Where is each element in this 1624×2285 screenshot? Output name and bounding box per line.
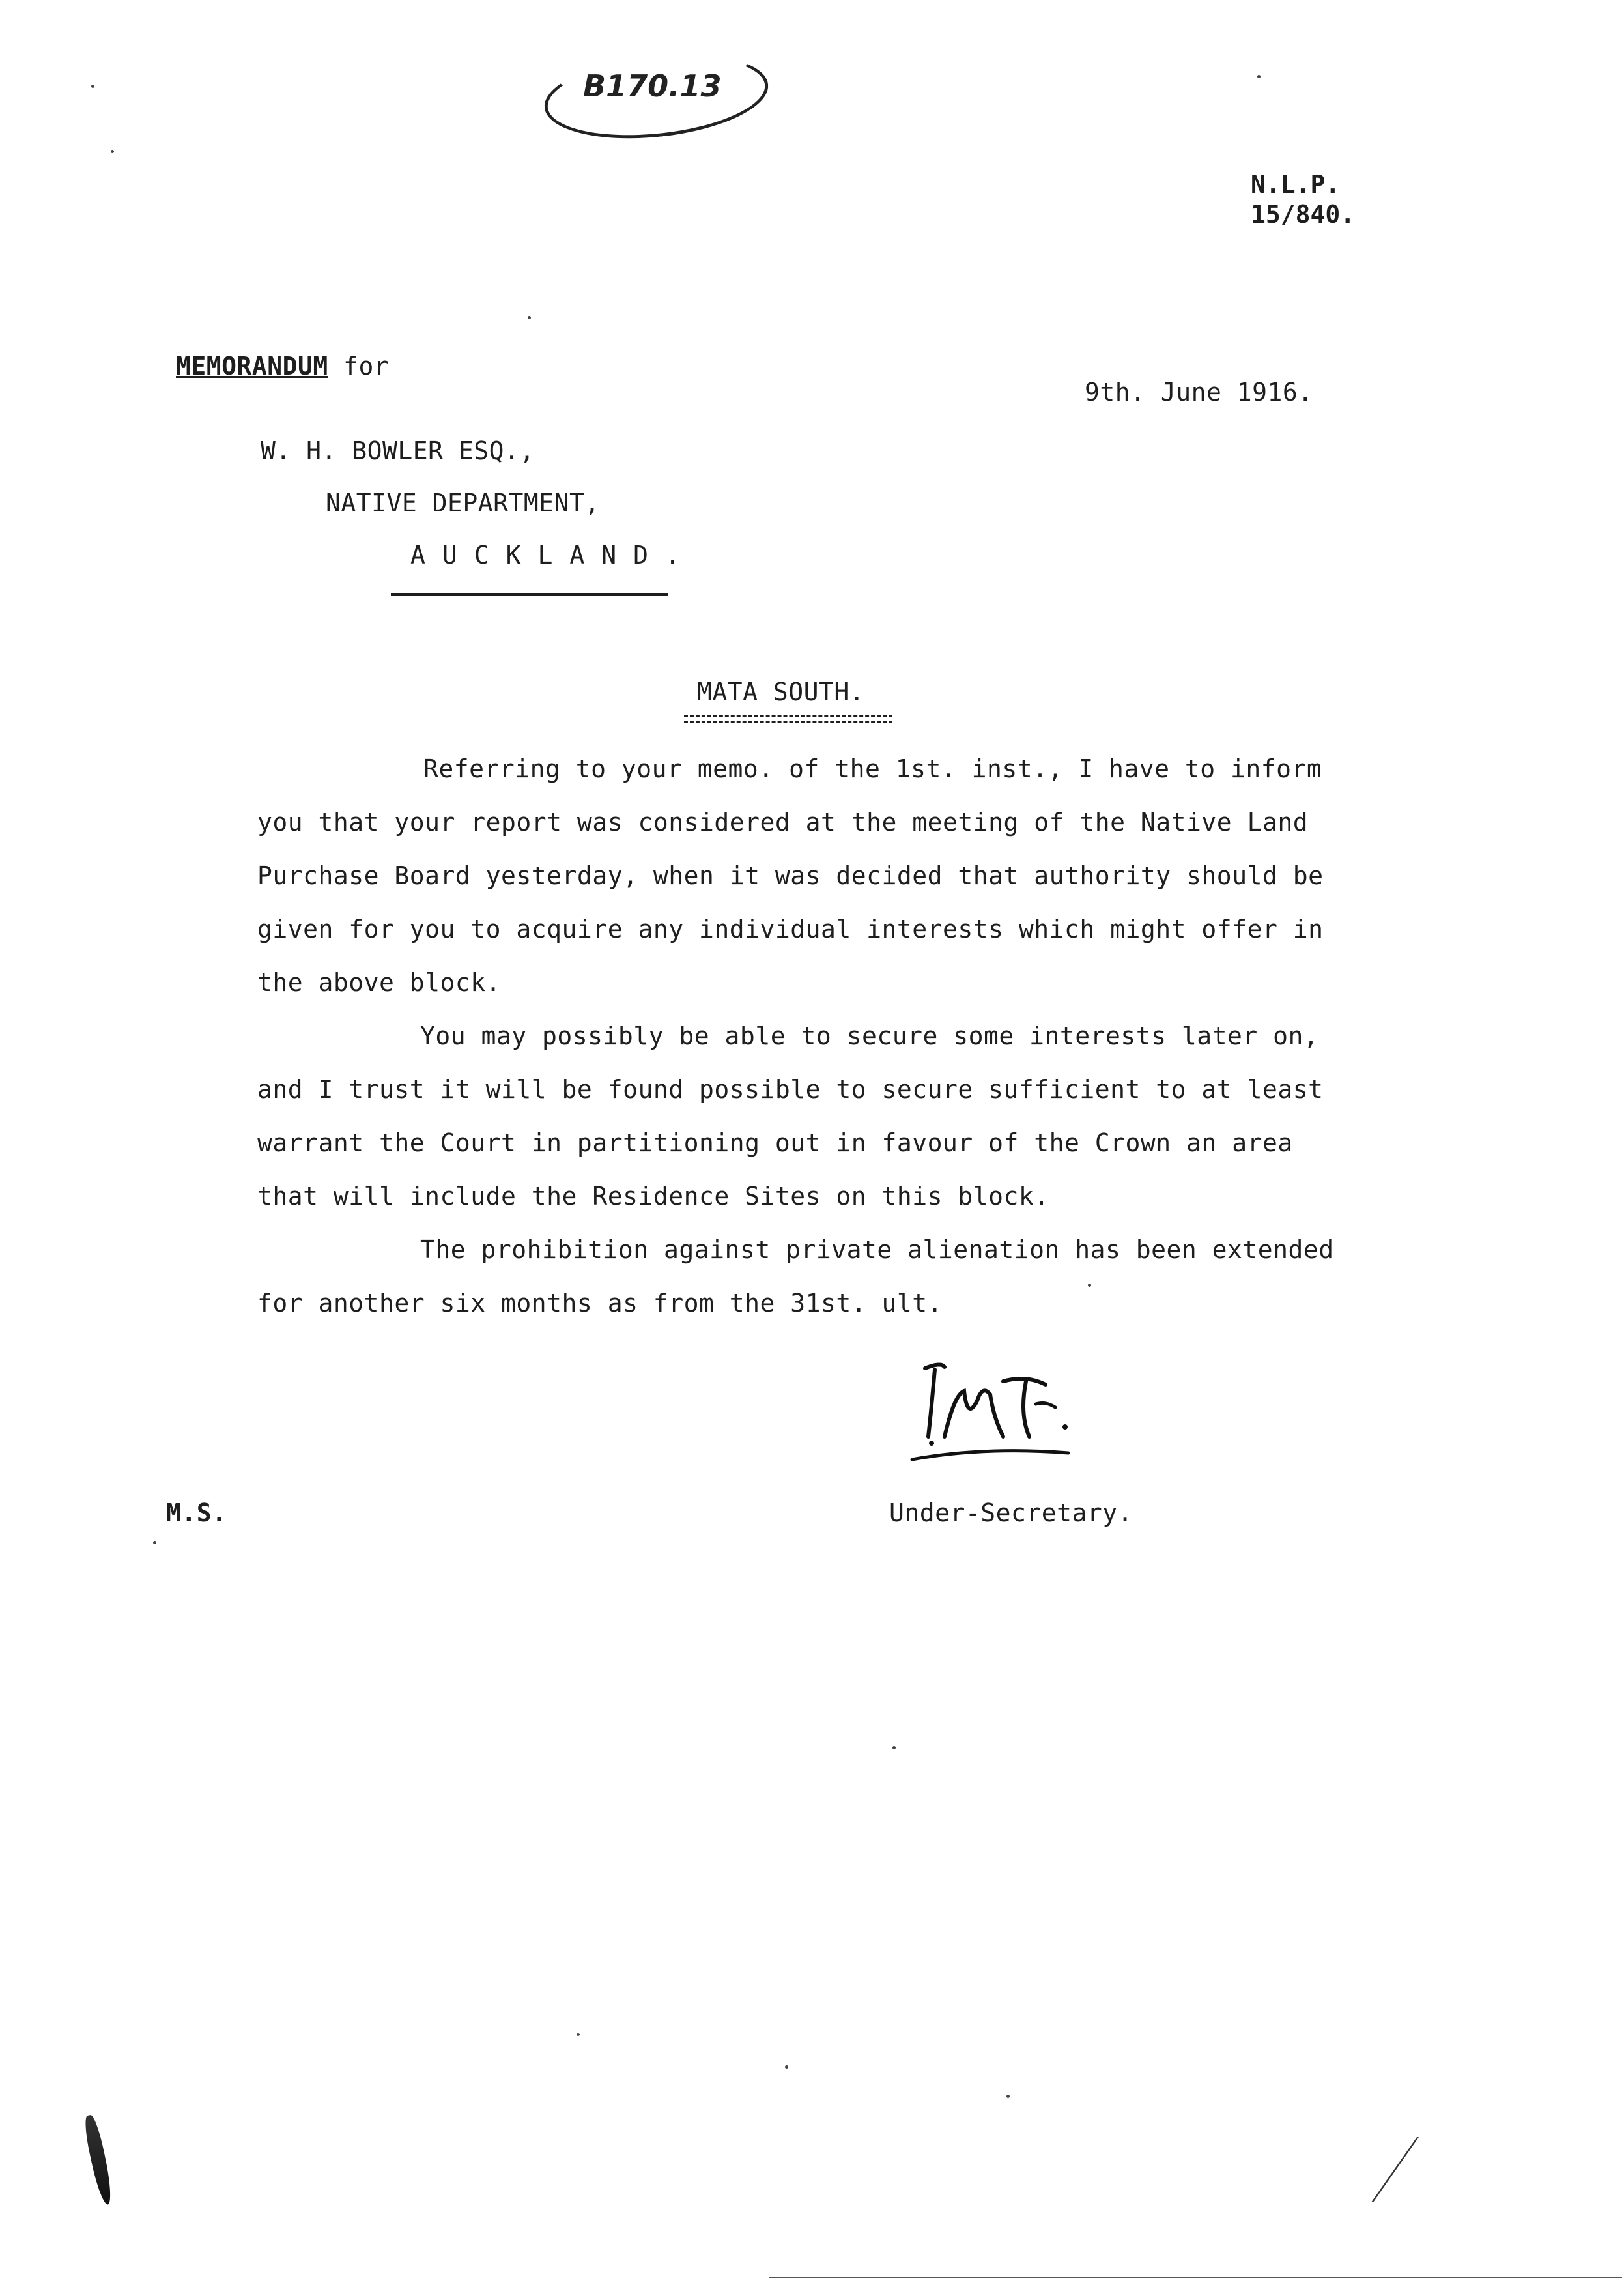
page-edge-mark — [82, 2114, 115, 2206]
scan-speck — [785, 2065, 788, 2069]
body-p3-line1: The prohibition against private alienation has been extended — [420, 1235, 1334, 1264]
bottom-edge-line — [769, 2277, 1622, 2278]
scan-speck — [528, 316, 531, 319]
typist-initials: M.S. — [166, 1499, 227, 1527]
file-ref-line2: 15/840. — [1251, 200, 1356, 229]
body-p1-line4: given for you to acquire any individual interests which might offer in — [257, 915, 1324, 943]
body-p1-line1: Referring to your memo. of the 1st. inst., I have to inform — [423, 754, 1322, 783]
body-p2-line4: that will include the Residence Sites on this block. — [257, 1182, 1049, 1211]
memo-date: 9th. June 1916. — [1085, 378, 1313, 407]
handwritten-reference: B170.13 — [583, 68, 722, 104]
addressee-name: W. H. BOWLER ESQ., — [261, 437, 535, 465]
handwritten-signature — [905, 1355, 1088, 1473]
body-p2-line3: warrant the Court in partitioning out in favour of the Crown an area — [257, 1128, 1293, 1157]
memo-heading-for: for — [328, 352, 390, 381]
scan-speck — [91, 85, 94, 88]
scan-speck — [892, 1746, 896, 1749]
body-p1-line5: the above block. — [257, 968, 502, 997]
scan-speck — [111, 150, 114, 153]
scan-speck — [1006, 2095, 1010, 2098]
body-p2-line2: and I trust it will be found possible to secure sufficient to at least — [257, 1075, 1324, 1104]
addressee-city: AUCKLAND. — [410, 541, 697, 569]
corner-ink-mark — [1371, 2137, 1477, 2202]
signature-drawing — [905, 1355, 1088, 1473]
body-p3-line2: for another six months as from the 31st. ult. — [257, 1289, 943, 1317]
memo-heading-title: MEMORANDUM — [176, 352, 328, 381]
file-reference — [1251, 169, 1355, 229]
signatory-title: Under-Secretary. — [889, 1499, 1133, 1527]
body-p2-line1: You may possibly be able to secure some interests later on, — [420, 1022, 1319, 1050]
scan-speck — [577, 2033, 580, 2036]
body-p1-line3: Purchase Board yesterday, when it was decided that authority should be — [257, 861, 1324, 890]
subject-heading: MATA SOUTH. — [697, 678, 865, 706]
addressee-department: NATIVE DEPARTMENT, — [326, 489, 600, 517]
address-underline — [391, 593, 668, 596]
scan-speck — [1257, 75, 1261, 78]
file-ref-line1: N.L.P. — [1251, 170, 1341, 199]
scan-speck — [153, 1541, 156, 1544]
subject-double-underline — [684, 715, 892, 723]
scan-speck — [1088, 1284, 1091, 1287]
memo-heading — [176, 352, 389, 381]
body-p1-line2: you that your report was considered at the meeting of the Native Land — [257, 808, 1309, 837]
